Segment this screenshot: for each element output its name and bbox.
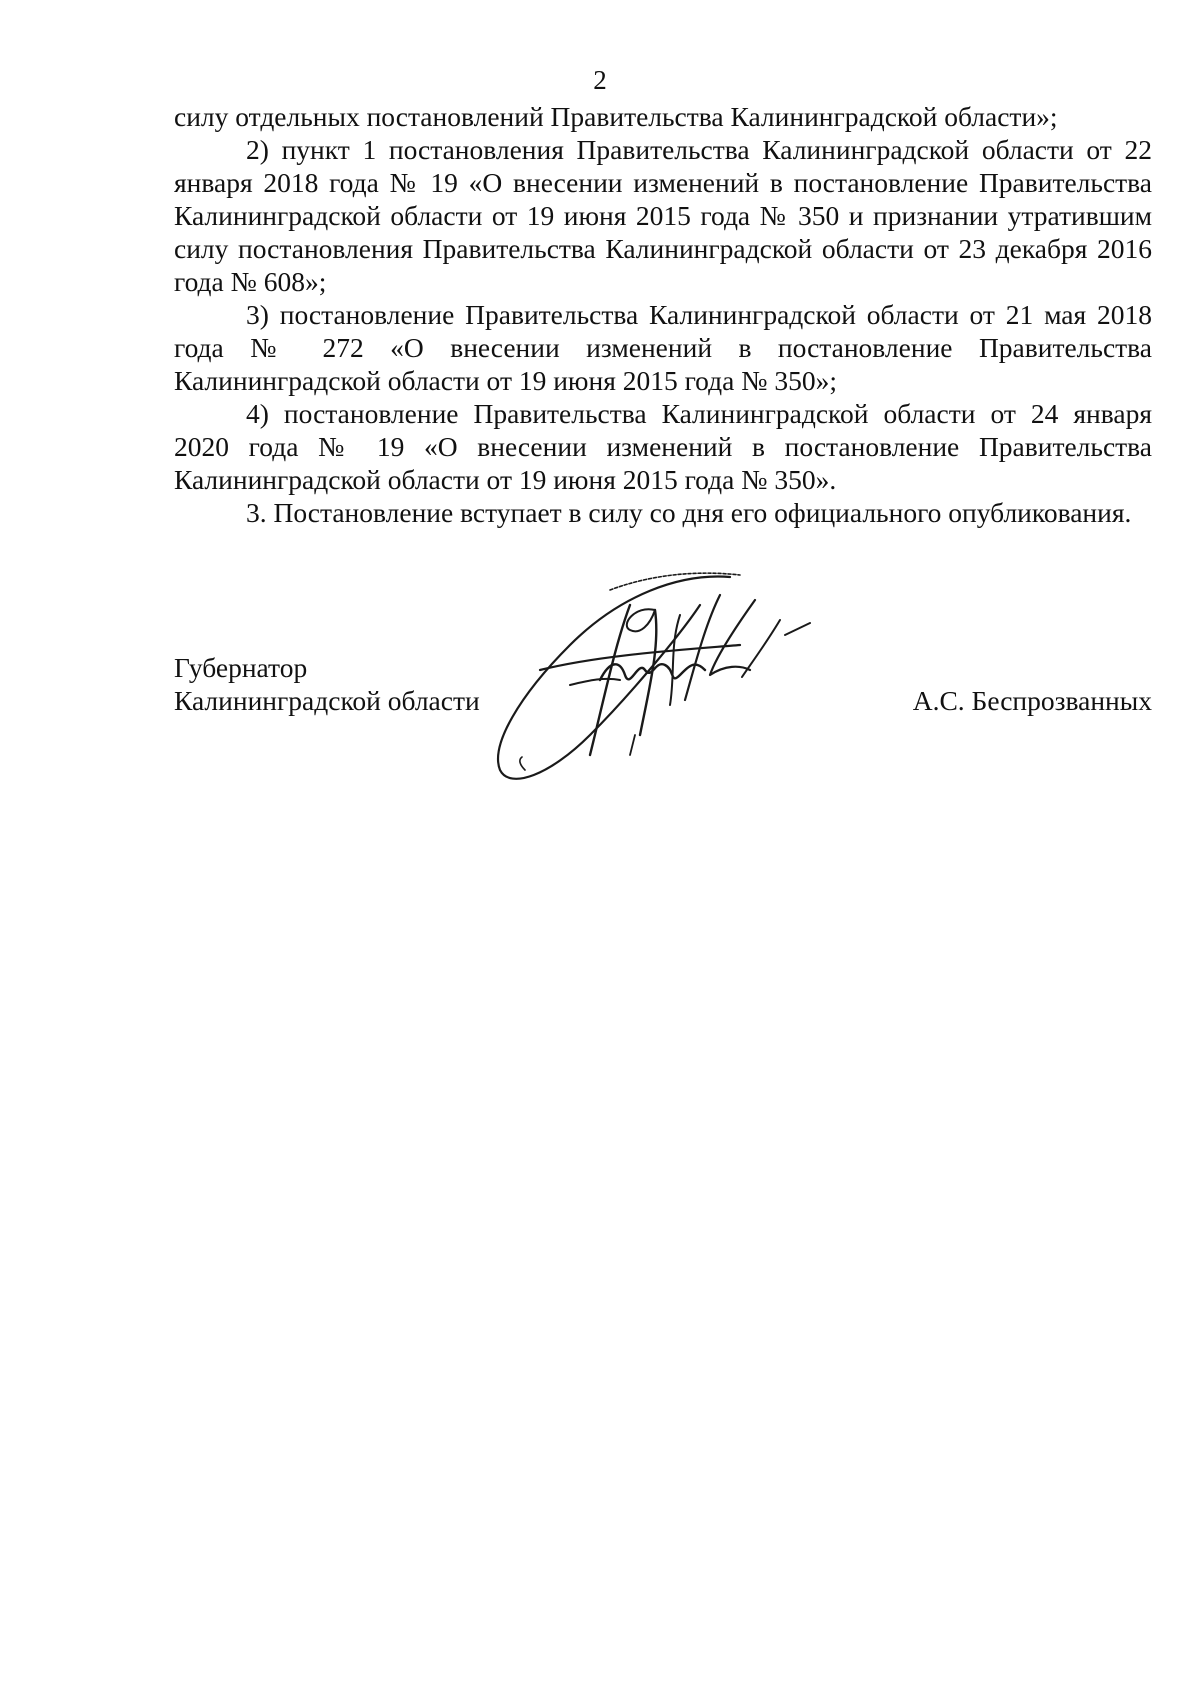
- signatory-title: Губернатор: [174, 652, 308, 683]
- document-body: [174, 100, 1152, 529]
- paragraph-continuation: силу отдельных постановлений Правительства Калининградской области»;: [174, 101, 1058, 132]
- paragraph-item-2: 2) пункт 1 постановления Правительства Калининградской области от 22 января 2018 года № 19 «О внесении изменений в постановление Правительства Калининградской области от 19 июня 2015 года № 350 и признании утратившим силу постановления Правительства Калининградской области от 23 декабря 2016 года № 608»;: [174, 134, 1152, 297]
- page-number: 2: [593, 65, 607, 95]
- signatory-region: Калининградской области: [174, 685, 480, 716]
- signatory-position: [174, 651, 480, 717]
- paragraph-item-3: 3) постановление Правительства Калининградской области от 21 мая 2018 года № 272 «О внесении изменений в постановление Правительства Калининградской области от 19 июня 2015 года № 350»;: [174, 299, 1152, 396]
- paragraph-item-4: 4) постановление Правительства Калининградской области от 24 января 2020 года № 19 «О внесении изменений в постановление Правительства Калининградской области от 19 июня 2015 года № 350».: [174, 398, 1152, 495]
- handwritten-signature-icon: [480, 565, 900, 795]
- paragraph-clause-3: 3. Постановление вступает в силу со дня его официального опубликования.: [246, 497, 1132, 528]
- signatory-name: А.С. Беспрозванных: [912, 685, 1152, 716]
